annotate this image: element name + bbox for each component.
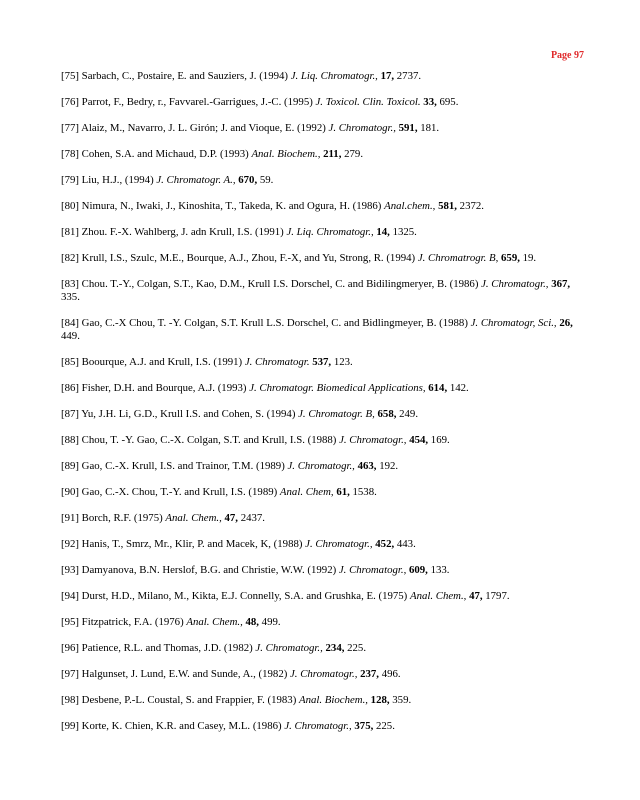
reference-volume: 591, bbox=[398, 122, 418, 134]
reference-journal: J. Chromatogr. bbox=[244, 356, 310, 368]
reference-journal: J. Liq. Chromatogr., bbox=[290, 70, 378, 82]
reference-authors: [84] Gao, C.-X Chou, T. -Y. Colgan, S.T. Krull L.S. Dorschel, C. and Bidlingmeyer, B. (1988) bbox=[61, 317, 471, 329]
reference-journal: J. Chromatogr., bbox=[305, 538, 373, 550]
reference-authors: [97] Halgunset, J. Lund, E.W. and Sunde, A., (1982) bbox=[61, 668, 291, 680]
reference-pages: 1538. bbox=[349, 486, 377, 498]
reference-volume: 48, bbox=[245, 616, 259, 628]
reference-journal: Anal. Chem, bbox=[279, 486, 334, 498]
reference-pages: 142. bbox=[447, 382, 469, 394]
reference-pages: 1797. bbox=[482, 590, 510, 602]
reference-volume: 452, bbox=[375, 538, 395, 550]
reference-authors: [90] Gao, C.-X. Chou, T.-Y. and Krull, I.S. (1989) bbox=[61, 486, 280, 498]
reference-journal: J. Chromatogr., bbox=[287, 460, 355, 472]
reference-item bbox=[61, 382, 591, 395]
reference-item bbox=[61, 174, 591, 187]
reference-authors: [77] Alaiz, M., Navarro, J. L. Girón; J. and Vioque, E. (1992) bbox=[61, 122, 329, 134]
reference-pages: 1325. bbox=[389, 226, 417, 238]
reference-journal: J. Chromatogr., bbox=[338, 564, 407, 576]
reference-journal: J. Liq. Chromatogr., bbox=[286, 226, 374, 238]
reference-authors: [86] Fisher, D.H. and Bourque, A.J. (1993) bbox=[61, 382, 250, 394]
reference-item bbox=[61, 356, 591, 369]
reference-journal: Anal.chem., bbox=[384, 200, 436, 212]
reference-volume: 47, bbox=[224, 512, 238, 524]
reference-authors: [91] Borch, R.F. (1975) bbox=[61, 512, 166, 524]
reference-pages: 496. bbox=[379, 668, 401, 680]
reference-volume: 614, bbox=[428, 382, 448, 394]
reference-item bbox=[61, 564, 591, 577]
reference-journal: J. Chromatogr., bbox=[255, 642, 323, 654]
reference-authors: [81] Zhou. F.-X. Wahlberg, J. adn Krull, I.S. (1991) bbox=[61, 226, 287, 238]
reference-journal: Anal. Chem., bbox=[165, 512, 222, 524]
reference-item bbox=[61, 512, 591, 525]
reference-authors: [99] Korte, K. Chien, K.R. and Casey, M.L. (1986) bbox=[61, 720, 285, 732]
reference-item bbox=[61, 486, 591, 499]
reference-authors: [88] Chou, T. -Y. Gao, C.-X. Colgan, S.T. and Krull, I.S. (1988) bbox=[61, 434, 340, 446]
reference-item bbox=[61, 538, 591, 551]
reference-pages: 192. bbox=[376, 460, 399, 472]
reference-authors: [83] Chou. T.-Y., Colgan, S.T., Kao, D.M., Krull I.S. Dorschel, C. and Bidilingmeryer, B. (1986) bbox=[61, 278, 482, 290]
reference-pages: 2372. bbox=[456, 200, 484, 212]
reference-journal: Anal. Biochem., bbox=[299, 694, 368, 706]
reference-item bbox=[61, 668, 591, 681]
reference-item bbox=[61, 226, 591, 239]
reference-volume: 14, bbox=[376, 226, 390, 238]
reference-authors: [94] Durst, H.D., Milano, M., Kikta, E.J. Connelly, S.A. and Grushka, E. (1975) bbox=[61, 590, 410, 602]
reference-item bbox=[61, 694, 591, 707]
reference-authors: [79] Liu, H.J., (1994) bbox=[61, 174, 157, 186]
reference-item bbox=[61, 96, 591, 109]
reference-volume: 234, bbox=[325, 642, 345, 654]
reference-authors: [89] Gao, C.-X. Krull, I.S. and Trainor, T.M. (1989) bbox=[61, 460, 288, 472]
reference-authors: [95] Fitzpatrick, F.A. (1976) bbox=[61, 616, 187, 628]
reference-volume: 659, bbox=[501, 252, 520, 264]
reference-volume: 670, bbox=[238, 174, 258, 186]
reference-item bbox=[61, 317, 591, 343]
reference-journal: Anal. Biochem., bbox=[251, 148, 321, 160]
reference-volume: 47, bbox=[469, 590, 483, 602]
reference-list bbox=[61, 70, 591, 746]
reference-volume: 26, bbox=[559, 317, 573, 329]
reference-journal: J. Chromatogr., bbox=[481, 278, 549, 290]
reference-volume: 463, bbox=[357, 460, 377, 472]
reference-item bbox=[61, 148, 591, 161]
reference-pages: 359. bbox=[389, 694, 412, 706]
reference-pages: 2437. bbox=[238, 512, 265, 524]
reference-pages: 19. bbox=[519, 252, 537, 264]
reference-journal: Anal. Chem., bbox=[186, 616, 243, 628]
reference-volume: 33, bbox=[423, 96, 437, 108]
reference-journal: J. Chromatrogr. B, bbox=[417, 252, 499, 264]
reference-volume: 128, bbox=[370, 694, 390, 706]
reference-authors: [92] Hanis, T., Smrz, Mr., Klir, P. and Macek, K, (1988) bbox=[61, 538, 306, 550]
reference-pages: 695. bbox=[436, 96, 459, 108]
reference-authors: [75] Sarbach, C., Postaire, E. and Sauziers, J. (1994) bbox=[61, 70, 291, 82]
reference-pages: 133. bbox=[427, 564, 450, 576]
page-number: Page 97 bbox=[550, 50, 584, 61]
reference-authors: [80] Nimura, N., Iwaki, J., Kinoshita, T., Takeda, K. and Ogura, H. (1986) bbox=[61, 200, 385, 212]
reference-volume: 17, bbox=[380, 70, 395, 82]
reference-authors: [85] Boourque, A.J. and Krull, I.S. (1991) bbox=[61, 356, 245, 368]
reference-journal: J. Chromatogr., bbox=[339, 434, 407, 446]
reference-pages: 443. bbox=[394, 538, 416, 550]
reference-pages: 169. bbox=[428, 434, 450, 446]
reference-authors: [78] Cohen, S.A. and Michaud, D.P. (1993) bbox=[61, 148, 252, 160]
reference-pages: 335. bbox=[61, 291, 80, 303]
reference-volume: 367, bbox=[551, 278, 571, 290]
reference-item bbox=[61, 460, 591, 473]
reference-pages: 449. bbox=[61, 330, 80, 342]
reference-volume: 454, bbox=[409, 434, 429, 446]
reference-item bbox=[61, 122, 591, 135]
reference-pages: 181. bbox=[417, 122, 440, 134]
reference-volume: 537, bbox=[312, 356, 332, 368]
reference-journal: J. Toxicol. Clin. Toxicol. bbox=[315, 96, 421, 108]
reference-item bbox=[61, 434, 591, 447]
reference-pages: 279. bbox=[341, 148, 364, 160]
reference-authors: [96] Patience, R.L. and Thomas, J.D. (1982) bbox=[61, 642, 256, 654]
reference-item bbox=[61, 720, 591, 733]
reference-volume: 237, bbox=[360, 668, 380, 680]
reference-journal: J. Chromatogr, Sci., bbox=[470, 317, 557, 329]
reference-authors: [98] Desbene, P.-L. Coustal, S. and Frappier, F. (1983) bbox=[61, 694, 299, 706]
reference-item bbox=[61, 642, 591, 655]
reference-volume: 609, bbox=[408, 564, 428, 576]
reference-journal: J. Chromatogr., bbox=[284, 720, 352, 732]
reference-item bbox=[61, 70, 591, 83]
reference-volume: 375, bbox=[354, 720, 374, 732]
reference-authors: [76] Parrot, F., Bedry, r., Favvarel.-Garrigues, J.-C. (1995) bbox=[61, 96, 316, 108]
reference-pages: 499. bbox=[258, 616, 281, 628]
reference-volume: 581, bbox=[438, 200, 457, 212]
reference-volume: 658, bbox=[377, 408, 397, 420]
reference-item bbox=[61, 278, 591, 304]
reference-journal: Anal. Chem., bbox=[409, 590, 467, 602]
reference-item bbox=[61, 590, 591, 603]
reference-journal: J. Chromatogr., bbox=[290, 668, 358, 680]
reference-item bbox=[61, 616, 591, 629]
reference-pages: 225. bbox=[344, 642, 367, 654]
reference-journal: J. Chromatogr. Biomedical Applications, bbox=[249, 382, 426, 394]
reference-journal: J. Chromatogr., bbox=[328, 122, 396, 134]
reference-journal: J. Chromatogr. A., bbox=[156, 174, 236, 186]
reference-authors: [82] Krull, I.S., Szulc, M.E., Bourque, A.J., Zhou, F.-X, and Yu, Strong, R. (1994) bbox=[61, 252, 418, 264]
reference-authors: [93] Damyanova, B.N. Herslof, B.G. and Christie, W.W. (1992) bbox=[61, 564, 339, 576]
reference-pages: 59. bbox=[257, 174, 274, 186]
reference-pages: 2737. bbox=[394, 70, 422, 82]
reference-journal: J. Chromatogr. B, bbox=[298, 408, 375, 420]
reference-volume: 61, bbox=[336, 486, 350, 498]
reference-pages: 123. bbox=[331, 356, 353, 368]
reference-item bbox=[61, 200, 591, 213]
reference-authors: [87] Yu, J.H. Li, G.D., Krull I.S. and Cohen, S. (1994) bbox=[61, 408, 299, 420]
reference-volume: 211, bbox=[323, 148, 342, 160]
reference-pages: 225. bbox=[373, 720, 395, 732]
reference-item bbox=[61, 252, 591, 265]
reference-item bbox=[61, 408, 591, 421]
reference-pages: 249. bbox=[396, 408, 419, 420]
